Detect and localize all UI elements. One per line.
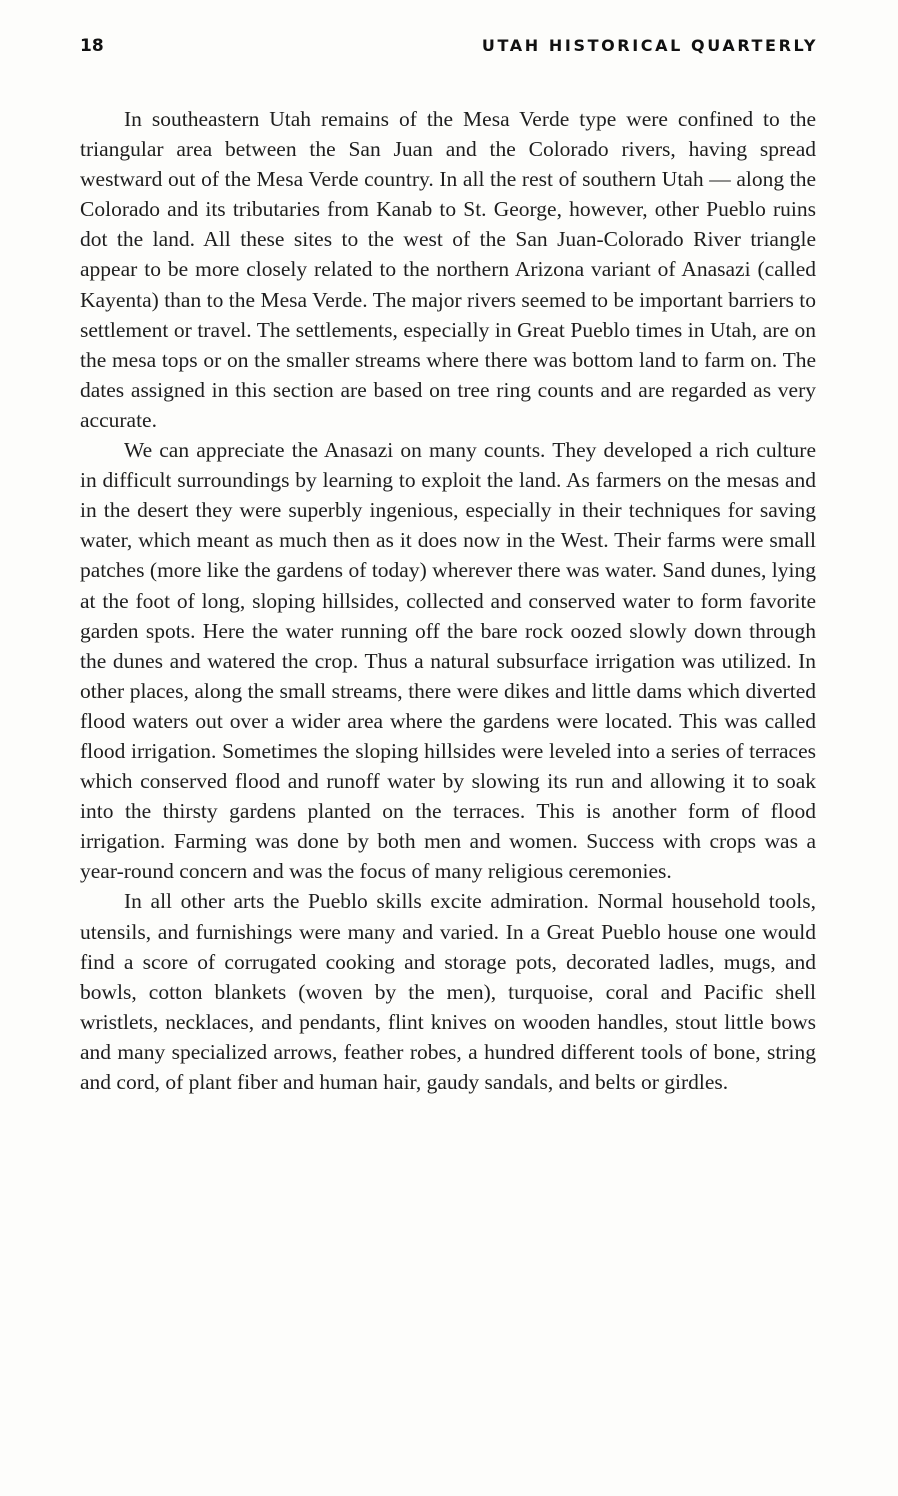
paragraph-anasazi-farming: We can appreciate the Anasazi on many counts. They developed a rich culture in difficult surroundings by learning to exploit the land. As farmers on the mesas and in the desert they were superbly ingenious, especially in their techniques for saving water, which meant as much then as it does now in the West. Their farms were small patches (more like the gardens of today) wherever there was water. Sand dunes, lying at the foot of long, sloping hillsides, collected and conserved water to form favorite garden spots. Here the water running off the bare rock oozed slowly down through the dunes and watered the crop. Thus a natural subsurface irrigation was utilized. In other places, along the small streams, there were dikes and little dams which diverted flood waters out over a wider area where the gardens were located. This was called flood irrigation. Sometimes the sloping hillsides were leveled into a series of terraces which conserved flood and runoff water by slowing its run and allowing it to soak into the thirsty gardens planted on the terraces. This is another form of flood irrigation. Farming was done by both men and women. Success with crops was a year-round concern and was the focus of many religious ceremonies.: [80, 438, 816, 884]
paragraph-pueblo-household-arts: In all other arts the Pueblo skills excite admiration. Normal household tools, utensils, and furnishings were many and varied. In a Great Pueblo house one would find a score of corrugated cooking and storage pots, decorated ladles, mugs, and bowls, cotton blankets (woven by the men), turquoise, coral and Pacific shell wristlets, necklaces, and pendants, flint knives on wooden handles, stout little bows and many specialized arrows, feather robes, a hundred different tools of bone, string and cord, of plant fiber and human hair, gaudy sandals, and belts or girdles.: [80, 889, 816, 1094]
paragraph-mesa-verde-distribution: In southeastern Utah remains of the Mesa Verde type were confined to the triangular area between the San Juan and the Colorado rivers, having spread westward out of the Mesa Verde country. In all the rest of southern Utah — along the Colorado and its tributaries from Kanab to St. George, however, other Pueblo ruins dot the land. All these sites to the west of the San Juan-Colorado River triangle appear to be more closely related to the northern Arizona variant of Anasazi (called Kayenta) than to the Mesa Verde. The major rivers seemed to be important barriers to settlement or travel. The settlements, especially in Great Pueblo times in Utah, are on the mesa tops or on the smaller streams where there was bottom land to farm on. The dates assigned in this section are based on tree ring counts and are regarded as very accurate.: [80, 107, 816, 432]
body-text: [80, 104, 816, 1097]
page-number: 18: [80, 36, 104, 56]
running-head: [80, 36, 818, 60]
journal-title: UTAH HISTORICAL QUARTERLY: [481, 36, 818, 55]
